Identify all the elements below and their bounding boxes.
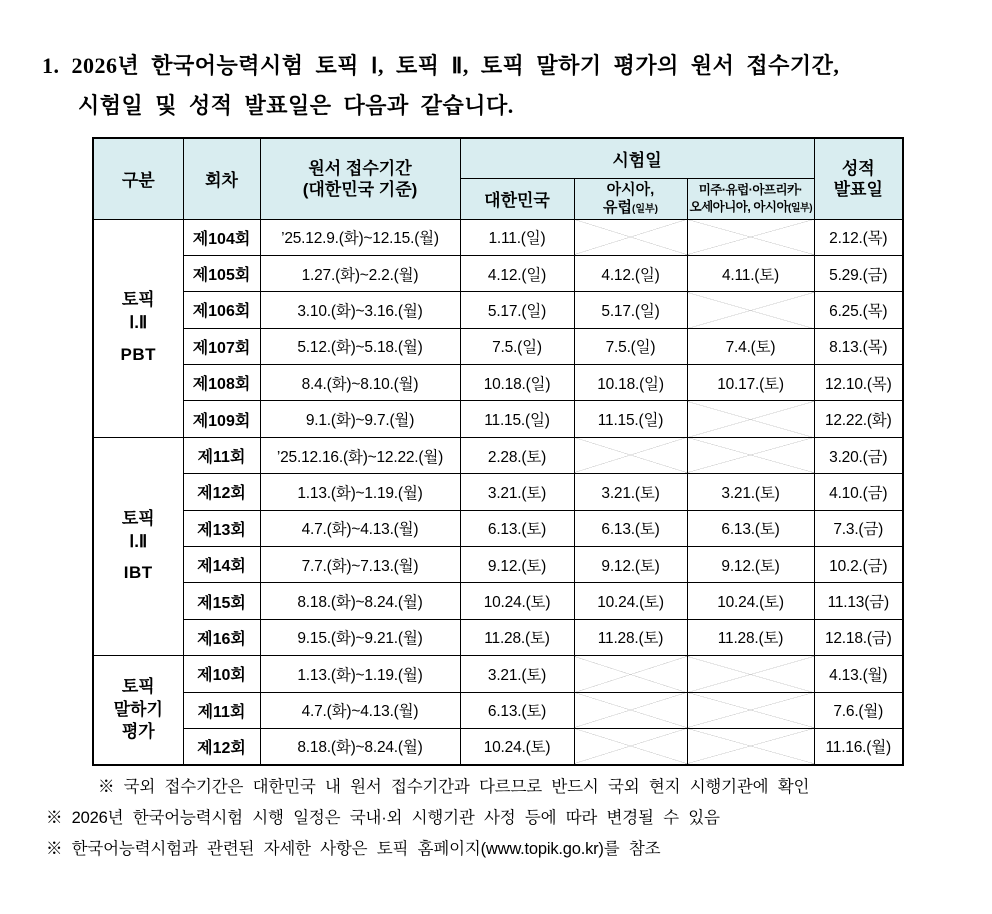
exam-date-korea-cell: 6.13.(토) xyxy=(460,510,574,546)
exam-date-asia-europe-cell: 11.28.(토) xyxy=(574,619,687,655)
header-result-date xyxy=(814,138,903,219)
result-date-cell: 7.3.(금) xyxy=(814,510,903,546)
table-row xyxy=(93,255,903,291)
result-date-cell: 11.13(금) xyxy=(814,583,903,619)
exam-date-asia-europe-cell: 6.13.(토) xyxy=(574,510,687,546)
group-label-ibt: 토픽 Ⅰ.Ⅱ IBT xyxy=(93,437,183,655)
crossed-cell xyxy=(574,437,687,473)
round-cell: 제104회 xyxy=(183,219,260,255)
result-date-cell: 5.29.(금) xyxy=(814,255,903,291)
exam-date-americas-cell: 3.21.(토) xyxy=(687,474,814,510)
round-cell: 제14회 xyxy=(183,547,260,583)
table-row xyxy=(93,728,903,764)
exam-schedule-table xyxy=(92,137,904,766)
exam-date-asia-europe-cell: 10.18.(일) xyxy=(574,365,687,401)
result-date-cell: 12.22.(화) xyxy=(814,401,903,437)
result-date-cell: 4.10.(금) xyxy=(814,474,903,510)
header-korea: 대한민국 xyxy=(460,178,574,219)
exam-date-korea-cell: 5.17.(일) xyxy=(460,292,574,328)
result-date-cell: 12.10.(목) xyxy=(814,365,903,401)
exam-date-asia-europe-cell: 4.12.(일) xyxy=(574,255,687,291)
table-row xyxy=(93,365,903,401)
exam-date-asia-europe-cell: 9.12.(토) xyxy=(574,547,687,583)
application-period-cell: 9.15.(화)~9.21.(월) xyxy=(260,619,460,655)
exam-date-americas-cell: 4.11.(토) xyxy=(687,255,814,291)
round-cell: 제13회 xyxy=(183,510,260,546)
application-period-cell: 8.4.(화)~8.10.(월) xyxy=(260,365,460,401)
round-cell: 제106회 xyxy=(183,292,260,328)
exam-date-asia-europe-cell: 10.24.(토) xyxy=(574,583,687,619)
table-row xyxy=(93,401,903,437)
header-category: 구분 xyxy=(93,138,183,219)
application-period-cell: 1.27.(화)~2.2.(월) xyxy=(260,255,460,291)
result-date-cell: 12.18.(금) xyxy=(814,619,903,655)
result-date-cell: 4.13.(월) xyxy=(814,656,903,692)
exam-date-korea-cell: 3.21.(토) xyxy=(460,474,574,510)
table-row xyxy=(93,547,903,583)
exam-date-americas-cell: 7.4.(토) xyxy=(687,328,814,364)
title-line-1: 1. 2026년 한국어능력시험 토픽 Ⅰ, 토픽 Ⅱ, 토픽 말하기 평가의 원서 접수기간, xyxy=(42,53,840,78)
round-cell: 제10회 xyxy=(183,656,260,692)
round-cell: 제15회 xyxy=(183,583,260,619)
crossed-cell xyxy=(687,692,814,728)
header-americas-line2: 오세아니아, 아시아(일부) xyxy=(689,199,813,214)
header-result-date-line1: 성적 xyxy=(841,158,875,178)
crossed-cell xyxy=(687,401,814,437)
round-cell: 제11회 xyxy=(183,437,260,473)
table-row xyxy=(93,583,903,619)
crossed-cell xyxy=(687,656,814,692)
application-period-cell: 8.18.(화)~8.24.(월) xyxy=(260,583,460,619)
exam-date-korea-cell: 11.15.(일) xyxy=(460,401,574,437)
header-asia-europe-line1: 아시아, xyxy=(606,180,655,198)
exam-date-korea-cell: 9.12.(토) xyxy=(460,547,574,583)
crossed-cell xyxy=(687,219,814,255)
header-round: 회차 xyxy=(183,138,260,219)
exam-date-korea-cell: 4.12.(일) xyxy=(460,255,574,291)
result-date-cell: 7.6.(월) xyxy=(814,692,903,728)
exam-date-americas-cell: 9.12.(토) xyxy=(687,547,814,583)
application-period-cell: 1.13.(화)~1.19.(월) xyxy=(260,474,460,510)
header-americas-line1: 미주·유럽·아프리카· xyxy=(698,183,803,198)
exam-date-asia-europe-cell: 7.5.(일) xyxy=(574,328,687,364)
round-cell: 제108회 xyxy=(183,365,260,401)
table-row xyxy=(93,656,903,692)
result-date-cell: 6.25.(목) xyxy=(814,292,903,328)
exam-date-americas-cell: 10.17.(토) xyxy=(687,365,814,401)
exam-date-asia-europe-cell: 11.15.(일) xyxy=(574,401,687,437)
exam-date-americas-cell: 11.28.(토) xyxy=(687,619,814,655)
table-row xyxy=(93,328,903,364)
crossed-cell xyxy=(687,292,814,328)
crossed-cell xyxy=(574,692,687,728)
exam-date-korea-cell: 11.28.(토) xyxy=(460,619,574,655)
footnote-homepage: ※ 한국어능력시험과 관련된 자세한 사항은 토픽 홈페이지(www.topik.go.kr)를 참조 xyxy=(46,840,661,858)
round-cell: 제12회 xyxy=(183,474,260,510)
exam-date-americas-cell: 10.24.(토) xyxy=(687,583,814,619)
title-line-2: 시험일 및 성적 발표일은 다음과 같습니다. xyxy=(78,93,514,118)
header-americas-europe-africa-oceania xyxy=(687,178,814,219)
application-period-cell: 8.18.(화)~8.24.(월) xyxy=(260,728,460,764)
application-period-cell: 1.13.(화)~1.19.(월) xyxy=(260,656,460,692)
application-period-cell: 4.7.(화)~4.13.(월) xyxy=(260,510,460,546)
footnotes xyxy=(0,772,992,865)
application-period-cell: 5.12.(화)~5.18.(월) xyxy=(260,328,460,364)
header-application-period-line1: 원서 접수기간 xyxy=(308,158,412,178)
table-row xyxy=(93,219,903,255)
group-label-speaking: 토픽 말하기 평가 xyxy=(93,656,183,765)
exam-date-americas-cell: 6.13.(토) xyxy=(687,510,814,546)
round-cell: 제105회 xyxy=(183,255,260,291)
exam-date-asia-europe-cell: 5.17.(일) xyxy=(574,292,687,328)
crossed-cell xyxy=(574,219,687,255)
table-row xyxy=(93,437,903,473)
application-period-cell: 9.1.(화)~9.7.(월) xyxy=(260,401,460,437)
header-asia-europe xyxy=(574,178,687,219)
exam-date-korea-cell: 10.18.(일) xyxy=(460,365,574,401)
table-row xyxy=(93,692,903,728)
table-row xyxy=(93,619,903,655)
table-row xyxy=(93,510,903,546)
header-asia-europe-line2: 유럽(일부) xyxy=(603,198,658,216)
exam-date-korea-cell: 10.24.(토) xyxy=(460,583,574,619)
group-label-pbt: 토픽 Ⅰ.Ⅱ PBT xyxy=(93,219,183,437)
exam-date-korea-cell: 6.13.(토) xyxy=(460,692,574,728)
header-application-period-line2: (대한민국 기준) xyxy=(302,179,418,199)
exam-date-korea-cell: 1.11.(일) xyxy=(460,219,574,255)
exam-date-korea-cell: 10.24.(토) xyxy=(460,728,574,764)
application-period-cell: ’25.12.9.(화)~12.15.(월) xyxy=(260,219,460,255)
exam-date-korea-cell: 2.28.(토) xyxy=(460,437,574,473)
result-date-cell: 2.12.(목) xyxy=(814,219,903,255)
result-date-cell: 10.2.(금) xyxy=(814,547,903,583)
application-period-cell: ’25.12.16.(화)~12.22.(월) xyxy=(260,437,460,473)
crossed-cell xyxy=(687,728,814,764)
result-date-cell: 11.16.(월) xyxy=(814,728,903,764)
result-date-cell: 3.20.(금) xyxy=(814,437,903,473)
table-row xyxy=(93,292,903,328)
header-application-period xyxy=(260,138,460,219)
round-cell: 제11회 xyxy=(183,692,260,728)
crossed-cell xyxy=(574,656,687,692)
round-cell: 제107회 xyxy=(183,328,260,364)
header-result-date-line2: 발표일 xyxy=(833,179,883,199)
table-row xyxy=(93,474,903,510)
result-date-cell: 8.13.(목) xyxy=(814,328,903,364)
round-cell: 제16회 xyxy=(183,619,260,655)
round-cell: 제12회 xyxy=(183,728,260,764)
document-title xyxy=(42,46,967,126)
application-period-cell: 7.7.(화)~7.13.(월) xyxy=(260,547,460,583)
exam-date-asia-europe-cell: 3.21.(토) xyxy=(574,474,687,510)
footnote-overseas-period: ※ 국외 접수기간은 대한민국 내 원서 접수기간과 다르므로 반드시 국외 현지 시행기관에 확인 xyxy=(98,778,810,796)
exam-date-korea-cell: 3.21.(토) xyxy=(460,656,574,692)
crossed-cell xyxy=(574,728,687,764)
application-period-cell: 3.10.(화)~3.16.(월) xyxy=(260,292,460,328)
crossed-cell xyxy=(687,437,814,473)
footnote-schedule-change: ※ 2026년 한국어능력시험 시행 일정은 국내·외 시행기관 사정 등에 따라 변경될 수 있음 xyxy=(46,809,720,827)
exam-date-korea-cell: 7.5.(일) xyxy=(460,328,574,364)
round-cell: 제109회 xyxy=(183,401,260,437)
header-exam-date: 시험일 xyxy=(460,138,814,178)
application-period-cell: 4.7.(화)~4.13.(월) xyxy=(260,692,460,728)
